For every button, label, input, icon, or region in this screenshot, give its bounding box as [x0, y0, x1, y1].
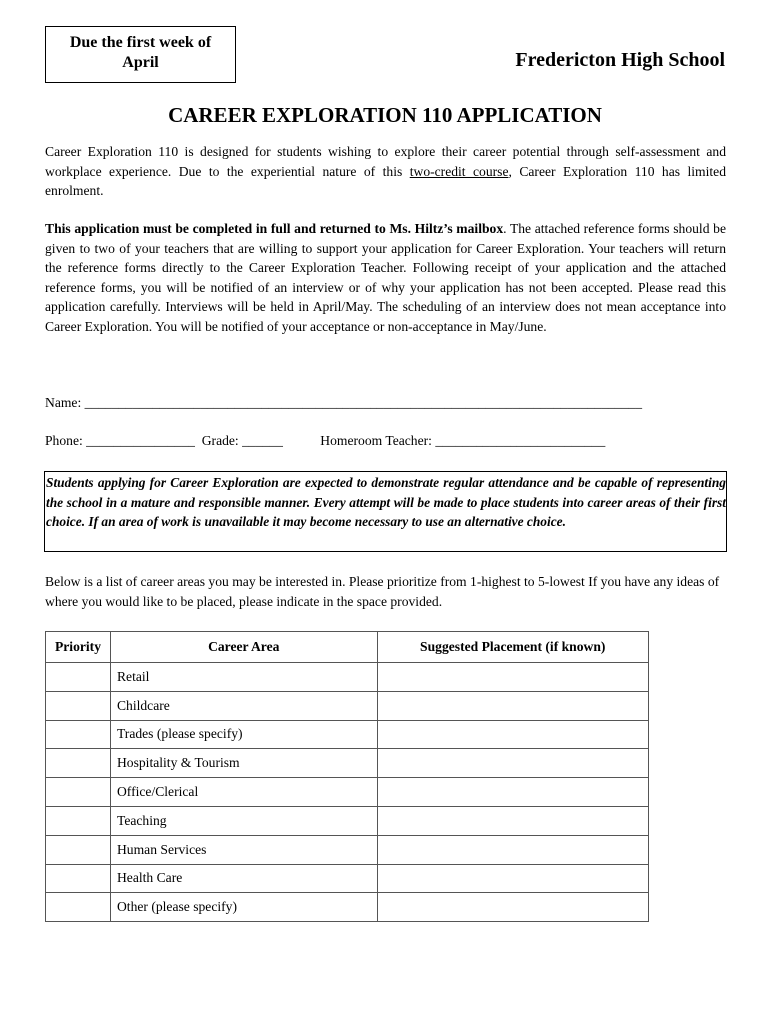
- due-date-box: [45, 26, 236, 83]
- table-row: [46, 835, 649, 864]
- intro-text-2: , Career Exploration 110 has limited enrolment.: [45, 163, 726, 198]
- priority-cell[interactable]: [46, 691, 111, 720]
- table-row: [46, 691, 649, 720]
- list-intro: Below is a list of career areas you may be interested in. Please prioritize from 1-highest to 5-lowest If you have any ideas of where you would like to be placed, please indicate in the space provided.: [45, 574, 720, 609]
- name-field[interactable]: [45, 395, 642, 411]
- instructions-paragraph: [45, 219, 726, 336]
- career-area-header: Career Area: [110, 632, 377, 663]
- table-row: [46, 663, 649, 692]
- placement-cell[interactable]: [377, 749, 649, 778]
- table-header-row: [46, 632, 649, 663]
- grade-label: Grade:: [201, 433, 243, 448]
- homeroom-label: Homeroom Teacher:: [320, 433, 436, 448]
- priority-cell[interactable]: [46, 864, 111, 893]
- phone-input-line[interactable]: ________________: [86, 433, 195, 448]
- placement-cell[interactable]: [377, 663, 649, 692]
- table-row: [46, 720, 649, 749]
- table-row: [46, 778, 649, 807]
- table-row: [46, 749, 649, 778]
- intro-text-1: Career Exploration 110 is designed for students wishing to explore their career potential through self-assessment and workplace experience. Due to the experiential nature of this: [45, 144, 726, 179]
- career-area-cell: Childcare: [110, 691, 377, 720]
- page-title: CAREER EXPLORATION 110 APPLICATION: [168, 103, 602, 127]
- priority-header: Priority: [46, 632, 111, 663]
- priority-cell[interactable]: [46, 720, 111, 749]
- grade-input-line[interactable]: ______: [242, 433, 283, 448]
- phone-label: Phone:: [45, 433, 87, 448]
- career-area-cell: Office/Clerical: [110, 778, 377, 807]
- placement-cell[interactable]: [377, 778, 649, 807]
- instructions-bold-text: This application must be completed in full and returned to Ms. Hiltz’s mailbox: [45, 221, 504, 236]
- table-row: [46, 893, 649, 922]
- career-area-cell: Retail: [110, 663, 377, 692]
- homeroom-input-line[interactable]: _________________________: [435, 433, 606, 448]
- placement-cell[interactable]: [377, 835, 649, 864]
- placement-cell[interactable]: [377, 893, 649, 922]
- priority-cell[interactable]: [46, 663, 111, 692]
- priority-cell[interactable]: [46, 893, 111, 922]
- expectations-notice: Students applying for Career Exploration are expected to demonstrate regular attendance and be capable of representing the school in a mature and responsible manner. Every attempt will be made to place students into career areas of their first choice. If an area of work is unavailable it may become necessary to use an alternative choice.: [44, 471, 727, 552]
- placement-cell[interactable]: [377, 691, 649, 720]
- name-label: Name:: [45, 395, 85, 410]
- intro-paragraph: [45, 142, 726, 201]
- priority-cell[interactable]: [46, 806, 111, 835]
- due-date-line1: Due the first week of: [69, 34, 212, 51]
- table-row: [46, 806, 649, 835]
- school-name: Fredericton High School: [515, 49, 725, 71]
- name-input-line[interactable]: __________________________________________________________________________________: [84, 395, 642, 410]
- placement-cell[interactable]: [377, 864, 649, 893]
- priority-cell[interactable]: [46, 835, 111, 864]
- placement-cell[interactable]: [377, 806, 649, 835]
- placement-cell[interactable]: [377, 720, 649, 749]
- priority-cell[interactable]: [46, 778, 111, 807]
- career-area-cell: Health Care: [110, 864, 377, 893]
- table-row: [46, 864, 649, 893]
- instructions-text: . The attached reference forms should be given to two of your teachers that are willing to support your application for Career Exploration. Your teachers will return the reference forms directly to the Career Exploration Teacher. Following receipt of your application and the attached reference forms, you will be notified of an interview or of why your application has not been accepted. Please read this application carefully. Interviews will be held in April/May. The scheduling of an interview does not mean acceptance into Career Exploration. You will be notified of your acceptance or non-acceptance in May/June.: [45, 221, 726, 334]
- career-area-cell: Hospitality & Tourism: [110, 749, 377, 778]
- career-area-cell: Human Services: [110, 835, 377, 864]
- career-area-cell: Teaching: [110, 806, 377, 835]
- suggested-placement-header: Suggested Placement (if known): [377, 632, 649, 663]
- due-date-line2: April: [122, 54, 159, 71]
- contact-fields-row: [45, 433, 605, 449]
- career-area-cell: Trades (please specify): [110, 720, 377, 749]
- intro-underlined-text: two-credit course: [409, 163, 509, 179]
- priority-cell[interactable]: [46, 749, 111, 778]
- career-area-cell: Other (please specify): [110, 893, 377, 922]
- career-areas-table: [45, 631, 649, 922]
